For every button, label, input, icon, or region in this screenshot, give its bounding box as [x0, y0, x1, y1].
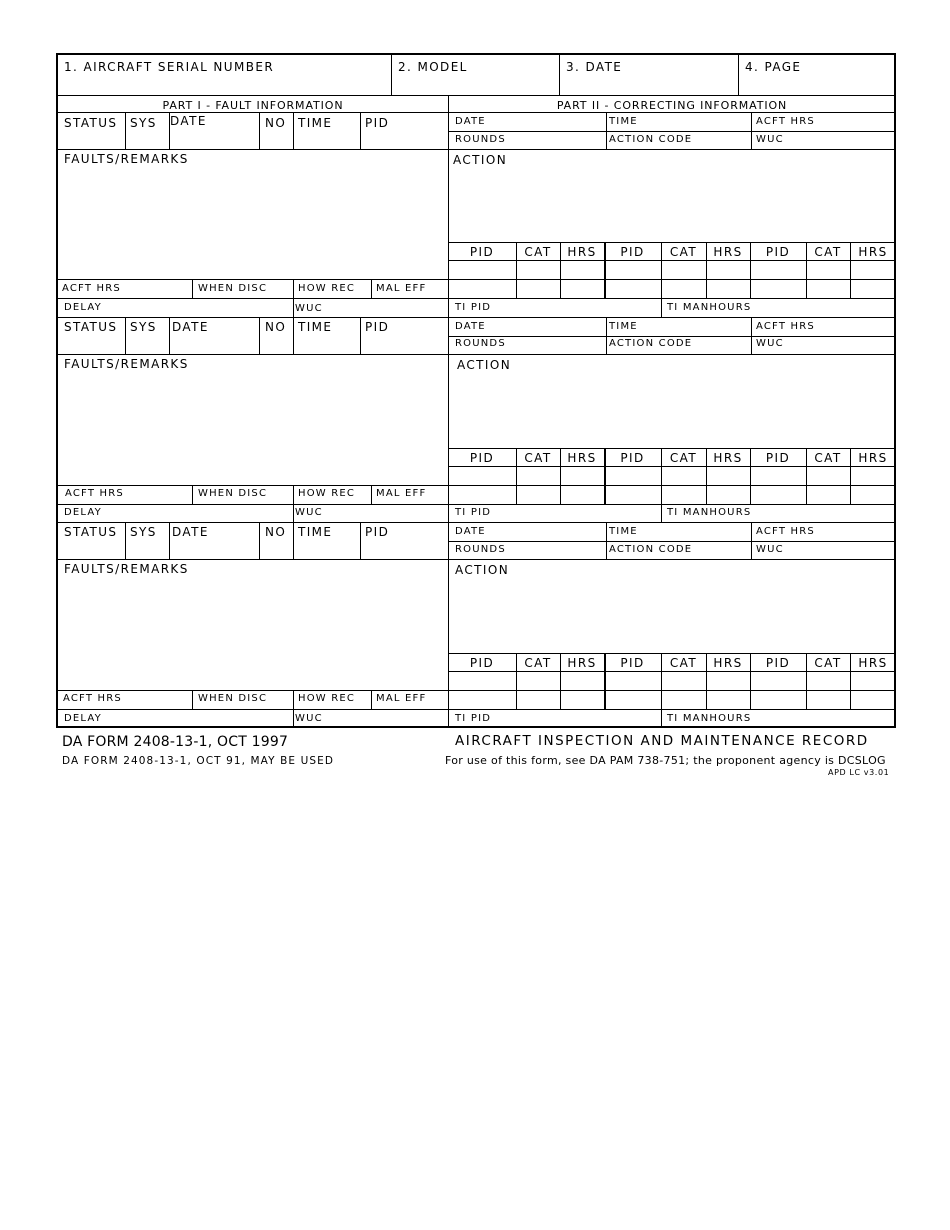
sys-label: SYS [130, 320, 157, 334]
divider [293, 504, 294, 522]
correct-time-label: TIME [609, 116, 638, 127]
divider [58, 317, 896, 318]
divider [293, 298, 294, 317]
rounds-label: ROUNDS [455, 134, 506, 145]
ti-manhours-label: TI MANHOURS [667, 302, 752, 313]
part2-heading: PART II - CORRECTING INFORMATION [556, 99, 788, 112]
divider [559, 55, 560, 95]
divider [169, 522, 170, 559]
time-label: TIME [298, 116, 333, 130]
divider [448, 559, 896, 560]
delay-label: DELAY [64, 302, 102, 313]
divider [293, 112, 294, 149]
correct-acft-hrs-label: ACFT HRS [756, 526, 815, 537]
divider [448, 690, 896, 691]
divider [371, 279, 372, 298]
divider [448, 709, 896, 710]
correct-wuc-label: WUC [756, 544, 784, 555]
rounds-label: ROUNDS [455, 338, 506, 349]
pid-column-2: PID [620, 245, 645, 259]
divider [448, 466, 896, 467]
cat-column-2: CAT [669, 245, 698, 259]
correct-wuc-label: WUC [756, 134, 784, 145]
when-disc-label: WHEN DISC [198, 488, 268, 499]
cat-column-3: CAT [814, 245, 842, 259]
status-label: STATUS [64, 116, 118, 130]
status-label: STATUS [64, 320, 118, 334]
divider [448, 260, 896, 261]
divider [58, 354, 448, 355]
correct-date-label: DATE [455, 116, 486, 127]
divider [125, 522, 126, 559]
divider [125, 317, 126, 354]
form-title: AIRCRAFT INSPECTION AND MAINTENANCE RECORD [455, 733, 869, 749]
page-label: 4. PAGE [745, 60, 802, 74]
tipid-label: TI PID [455, 713, 492, 724]
hrs-column-2: HRS [713, 245, 743, 259]
divider [58, 559, 448, 560]
divider [661, 298, 662, 317]
pid-column-1: PID [469, 656, 495, 670]
divider [448, 541, 896, 542]
pid-label: PID [365, 525, 390, 539]
hrs-column-2: HRS [713, 451, 743, 465]
cat-column-1: CAT [524, 656, 552, 670]
divider [661, 709, 662, 728]
aircraft-serial-number-label: 1. AIRCRAFT SERIAL NUMBER [64, 60, 275, 74]
hrs-column-1: HRS [567, 656, 597, 670]
divider [169, 317, 170, 354]
pid-column-3: PID [765, 656, 791, 670]
pid-column-2: PID [620, 451, 645, 465]
faults-remarks-label: FAULTS/REMARKS [64, 562, 189, 576]
status-label: STATUS [64, 525, 118, 539]
divider [259, 522, 260, 559]
divider [391, 55, 392, 95]
divider [293, 690, 294, 709]
pid-column-1: PID [469, 451, 495, 465]
hrs-column-2: HRS [713, 656, 743, 670]
date-label: DATE [172, 525, 209, 539]
when-disc-label: WHEN DISC [198, 283, 268, 294]
hrs-column-3: HRS [858, 451, 888, 465]
mal-eff-label: MAL EFF [376, 488, 427, 499]
divider [360, 522, 361, 559]
maintenance-record-form [56, 53, 896, 728]
divider [125, 112, 126, 149]
divider [371, 485, 372, 504]
hrs-column-1: HRS [567, 245, 597, 259]
action-code-label: ACTION CODE [609, 338, 693, 349]
divider [448, 504, 896, 505]
wuc-label: WUC [295, 303, 323, 314]
divider [58, 298, 448, 299]
divider [293, 522, 294, 559]
date-label: DATE [170, 114, 207, 128]
no-label: NO [265, 320, 287, 334]
action-code-label: ACTION CODE [609, 134, 693, 145]
tipid-label: TI PID [455, 507, 492, 518]
cat-column-1: CAT [524, 245, 552, 259]
hrs-column-1: HRS [567, 451, 597, 465]
divider [259, 317, 260, 354]
divider [448, 149, 896, 150]
action-label: ACTION [457, 358, 512, 372]
date-header-label: 3. DATE [566, 60, 623, 74]
correct-date-label: DATE [455, 321, 486, 332]
divider [661, 504, 662, 522]
divider [58, 279, 448, 280]
part-divider [448, 95, 449, 728]
ti-manhours-label: TI MANHOURS [667, 507, 752, 518]
pid-label: PID [365, 320, 390, 334]
sys-label: SYS [130, 116, 157, 130]
correct-acft-hrs-label: ACFT HRS [756, 321, 815, 332]
action-code-label: ACTION CODE [609, 544, 693, 555]
how-rec-label: HOW REC [298, 488, 356, 499]
cat-column-2: CAT [669, 451, 698, 465]
how-rec-label: HOW REC [298, 693, 356, 704]
divider [293, 317, 294, 354]
action-label: ACTION [453, 153, 508, 167]
wuc-label: WUC [295, 507, 323, 518]
part1-heading: PART I - FAULT INFORMATION [162, 99, 344, 112]
acft-hrs-label: ACFT HRS [63, 693, 122, 704]
divider [448, 279, 896, 280]
time-label: TIME [298, 320, 333, 334]
how-rec-label: HOW REC [298, 283, 356, 294]
time-label: TIME [298, 525, 333, 539]
acft-hrs-label: ACFT HRS [62, 283, 121, 294]
when-disc-label: WHEN DISC [198, 693, 268, 704]
divider [259, 112, 260, 149]
divider [448, 112, 896, 113]
divider [448, 131, 896, 132]
correct-time-label: TIME [609, 526, 638, 537]
pid-column-3: PID [765, 451, 791, 465]
divider [58, 95, 896, 96]
pid-label: PID [365, 116, 390, 130]
faults-remarks-label: FAULTS/REMARKS [64, 357, 189, 371]
divider [448, 354, 896, 355]
divider [371, 690, 372, 709]
divider [58, 504, 448, 505]
hrs-column-3: HRS [858, 245, 888, 259]
divider [58, 709, 448, 710]
divider [58, 112, 448, 113]
divider [293, 709, 294, 728]
divider [58, 690, 448, 691]
delay-label: DELAY [64, 507, 102, 518]
faults-remarks-label: FAULTS/REMARKS [64, 152, 189, 166]
pid-column-3: PID [765, 245, 791, 259]
divider [58, 485, 448, 486]
form-id: DA FORM 2408-13-1, OCT 1997 [62, 734, 289, 750]
action-label: ACTION [455, 563, 510, 577]
correct-time-label: TIME [609, 321, 638, 332]
mal-eff-label: MAL EFF [376, 693, 427, 704]
divider [192, 690, 193, 709]
divider [58, 149, 448, 150]
usage-note: For use of this form, see DA PAM 738-751; the proponent agency is DCSLOG [445, 754, 886, 767]
date-label: DATE [172, 320, 209, 334]
pid-column-2: PID [620, 656, 645, 670]
model-label: 2. MODEL [398, 60, 468, 74]
cat-column-3: CAT [814, 656, 842, 670]
tipid-label: TI PID [455, 302, 492, 313]
supersedes-note: DA FORM 2408-13-1, OCT 91, MAY BE USED [62, 755, 335, 767]
divider [293, 485, 294, 504]
divider [360, 112, 361, 149]
mal-eff-label: MAL EFF [376, 283, 427, 294]
divider [448, 336, 896, 337]
correct-wuc-label: WUC [756, 338, 784, 349]
rounds-label: ROUNDS [455, 544, 506, 555]
ti-manhours-label: TI MANHOURS [667, 713, 752, 724]
version-label: APD LC v3.01 [828, 768, 890, 777]
correct-acft-hrs-label: ACFT HRS [756, 116, 815, 127]
divider [738, 55, 739, 95]
pid-column-1: PID [469, 245, 495, 259]
correct-date-label: DATE [455, 526, 486, 537]
sys-label: SYS [130, 525, 157, 539]
delay-label: DELAY [64, 713, 102, 724]
divider [360, 317, 361, 354]
divider [192, 485, 193, 504]
cat-column-2: CAT [669, 656, 698, 670]
hrs-column-3: HRS [858, 656, 888, 670]
divider [58, 522, 896, 523]
divider [293, 279, 294, 298]
no-label: NO [265, 116, 287, 130]
divider [192, 279, 193, 298]
divider [448, 671, 896, 672]
cat-column-3: CAT [814, 451, 842, 465]
wuc-label: WUC [295, 713, 323, 724]
divider [448, 298, 896, 299]
divider [448, 485, 896, 486]
cat-column-1: CAT [524, 451, 552, 465]
no-label: NO [265, 525, 287, 539]
acft-hrs-label: ACFT HRS [65, 488, 124, 499]
